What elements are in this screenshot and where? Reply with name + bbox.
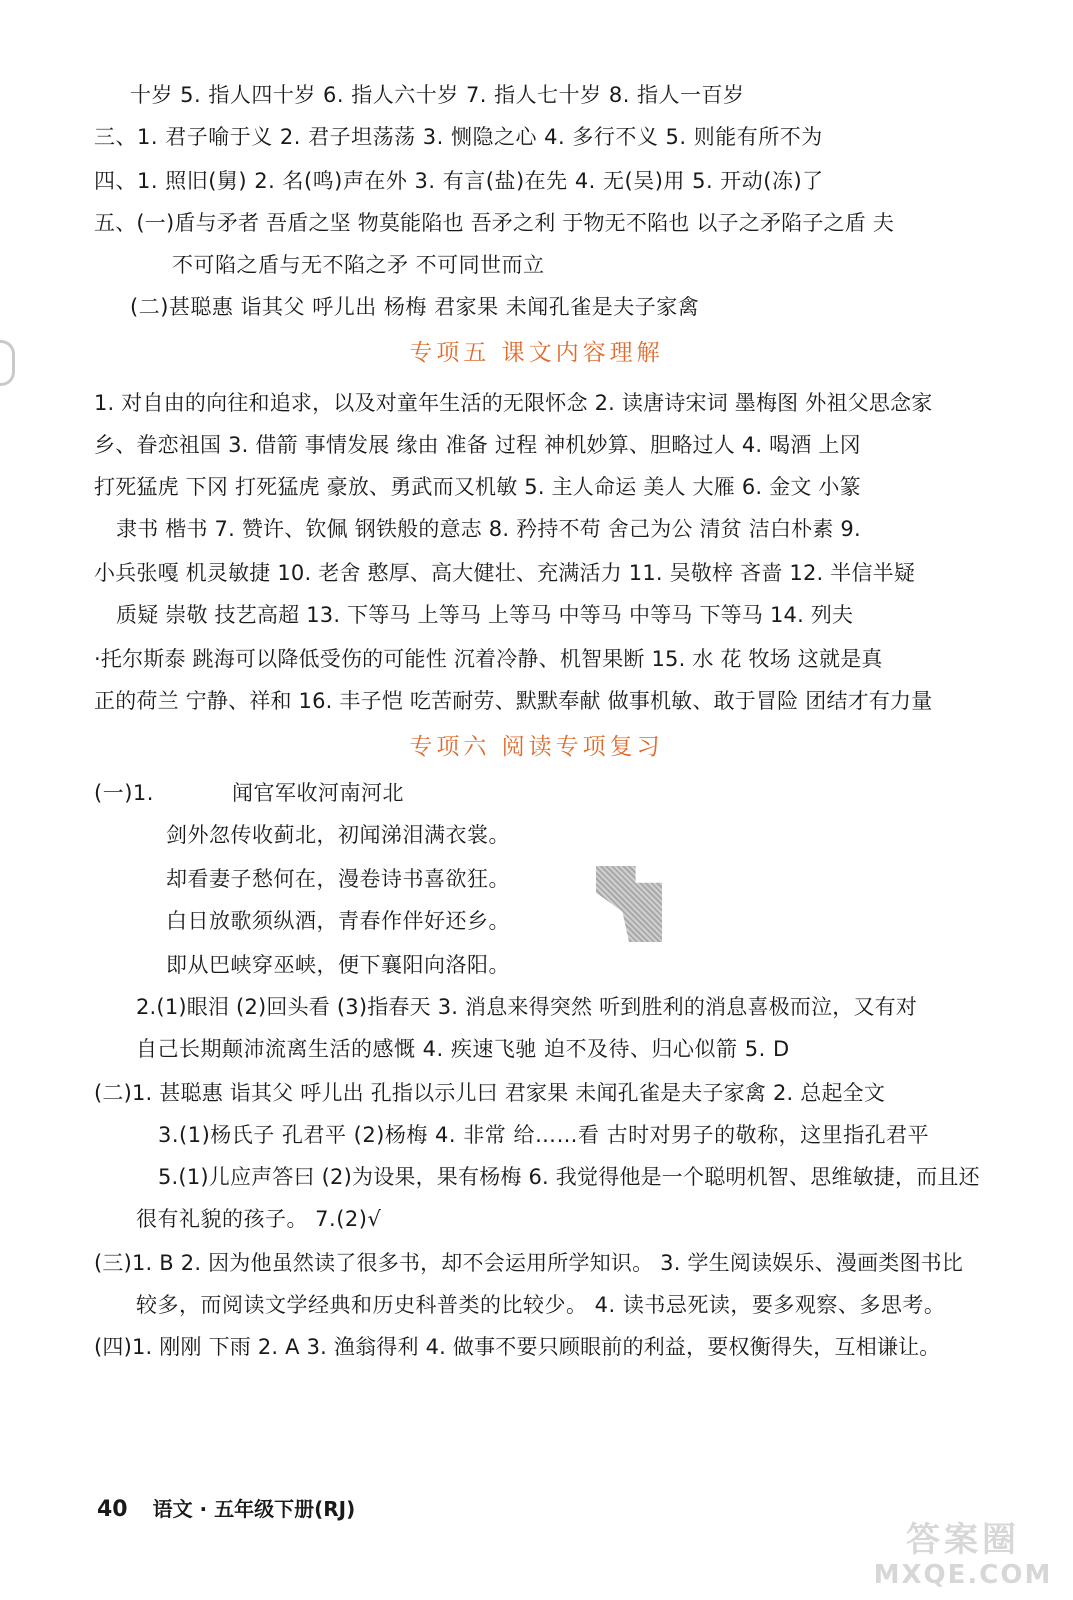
answer-line: 十岁 5. 指人四十岁 6. 指人六十岁 7. 指人七十岁 8. 指人一百岁 <box>130 83 745 107</box>
answer-line: (四)1. 刚刚 下雨 2. A 3. 渔翁得利 4. 做事不要只顾眼前的利益，要权衡得失，互相谦让。 <box>94 1335 941 1359</box>
answer-line: (一)1. <box>94 781 154 805</box>
section-heading-6: 专项六 阅读专项复习 <box>409 734 664 760</box>
poem-title: 闻官军收河南河北 <box>232 781 404 805</box>
answer-line: 较多，而阅读文学经典和历史科普类的比较少。 4. 读书忌死读，要多观察、多思考。 <box>136 1293 946 1317</box>
page-number: 40 <box>97 1497 128 1522</box>
section-heading-5: 专项五 课文内容理解 <box>409 340 664 366</box>
answer-line: 正的荷兰 宁静、祥和 16. 丰子恺 吃苦耐劳、默默奉献 做事机敏、敢于冒险 团结才有力量 <box>94 689 933 713</box>
answer-line: 3.(1)杨氏子 孔君平 (2)杨梅 4. 非常 给……看 古时对男子的敬称，这里指孔君平 <box>158 1123 930 1147</box>
answer-line: 质疑 崇敬 技艺高超 13. 下等马 上等马 上等马 中等马 中等马 下等马 14. 列夫 <box>116 603 854 627</box>
answer-line: 打死猛虎 下冈 打死猛虎 豪放、勇武而又机敏 5. 主人命运 美人 大雁 6. 金文 小篆 <box>94 475 861 499</box>
answer-line: 5.(1)儿应声答曰 (2)为设果，果有杨梅 6. 我觉得他是一个聪明机智、思维敏捷，而且还 <box>158 1165 980 1189</box>
answer-line: ·托尔斯泰 跳海可以降低受伤的可能性 沉着冷静、机智果断 15. 水 花 牧场 这就是真 <box>94 647 883 671</box>
answer-line: 五、(一)盾与矛者 吾盾之坚 物莫能陷也 吾矛之利 于物无不陷也 以子之矛陷子之盾 夫 <box>94 211 895 235</box>
scan-smudge <box>596 866 662 942</box>
poem-line: 白日放歌须纵酒，青春作伴好还乡。 <box>166 909 510 933</box>
answer-line: 2.(1)眼泪 (2)回头看 (3)指春天 3. 消息来得突然 听到胜利的消息喜极而泣，又有对 <box>136 995 918 1019</box>
answer-line: 不可陷之盾与无不陷之矛 不可同世而立 <box>172 253 545 277</box>
answer-line: 很有礼貌的孩子。 7.(2)√ <box>136 1207 382 1231</box>
watermark-url: MXQE.COM <box>873 1560 1053 1590</box>
answer-line: 三、1. 君子喻于义 2. 君子坦荡荡 3. 恻隐之心 4. 多行不义 5. 则能有所不为 <box>94 125 823 149</box>
poem-line: 剑外忽传收蓟北，初闻涕泪满衣裳。 <box>166 823 510 847</box>
answer-line: (二)1. 甚聪惠 诣其父 呼儿出 孔指以示儿曰 君家果 未闻孔雀是夫子家禽 2. 总起全文 <box>94 1081 886 1105</box>
poem-line: 即从巴峡穿巫峡，便下襄阳向洛阳。 <box>166 953 510 977</box>
site-watermark <box>873 1520 1053 1594</box>
book-title: 语文 · 五年级下册(RJ) <box>152 1497 356 1521</box>
answer-line: 隶书 楷书 7. 赞许、钦佩 钢铁般的意志 8. 矜持不苟 舍己为公 清贫 洁白朴素 9. <box>116 517 861 541</box>
answer-line: 小兵张嘎 机灵敏捷 10. 老舍 憨厚、高大健壮、充满活力 11. 吴敬梓 吝啬 12. 半信半疑 <box>94 561 916 585</box>
watermark-logo-text: 答案圈 <box>906 1520 1020 1560</box>
answer-line: 乡、眷恋祖国 3. 借箭 事情发展 缘由 准备 过程 神机妙算、胆略过人 4. 喝酒 上冈 <box>94 433 861 457</box>
answer-line: (二)甚聪惠 诣其父 呼儿出 杨梅 君家果 未闻孔雀是夫子家禽 <box>130 295 700 319</box>
answer-line: 1. 对自由的向往和追求，以及对童年生活的无限怀念 2. 读唐诗宋词 墨梅图 外祖父思念家 <box>94 391 933 415</box>
answer-line: 自己长期颠沛流离生活的感慨 4. 疾速飞驰 迫不及待、归心似箭 5. D <box>136 1037 790 1061</box>
poem-line: 却看妻子愁何在，漫卷诗书喜欲狂。 <box>166 867 510 891</box>
answer-line: (三)1. B 2. 因为他虽然读了很多书，却不会运用所学知识。 3. 学生阅读娱乐、漫画类图书比 <box>94 1251 964 1275</box>
page-footer <box>97 1494 355 1525</box>
answer-line: 四、1. 照旧(舅) 2. 名(鸣)声在外 3. 有言(盐)在先 4. 无(吴)用 5. 开动(冻)了 <box>94 169 824 193</box>
